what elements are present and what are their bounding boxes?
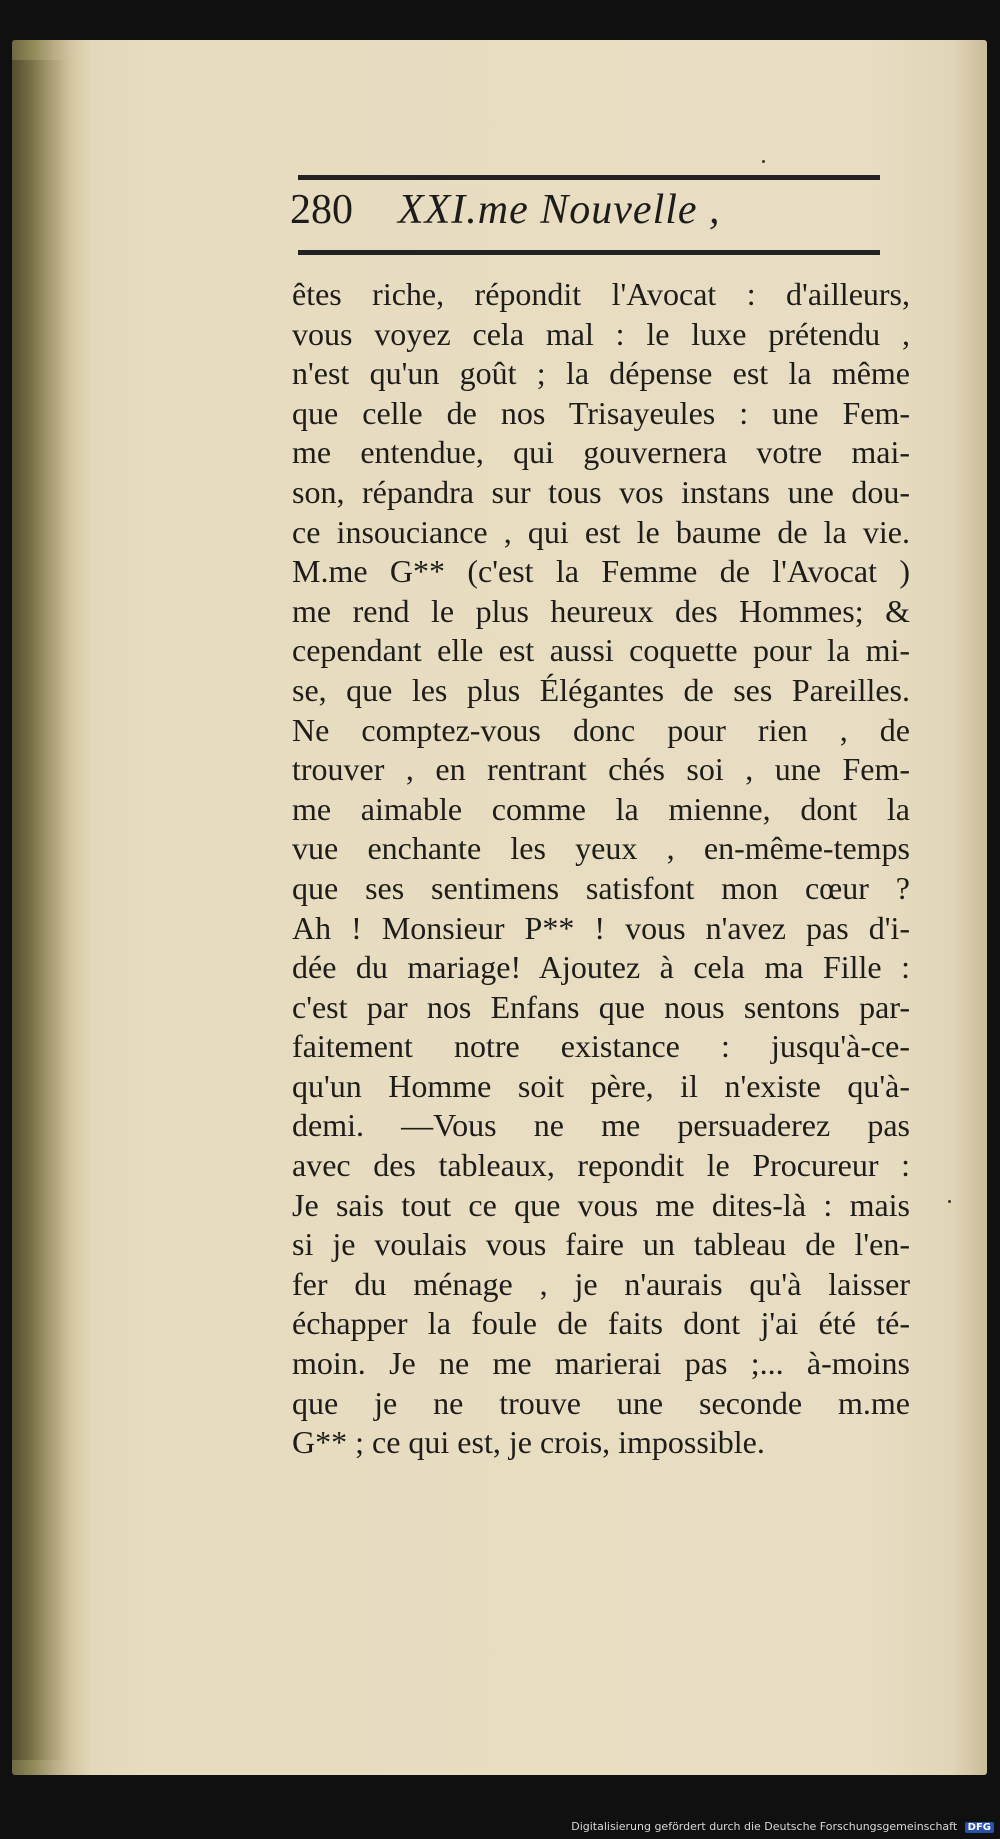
text-line: me aimable comme la mienne, dont la [292, 790, 910, 827]
page-number: 280 [290, 187, 353, 233]
dfg-logo: DFG [965, 1822, 994, 1833]
text-line: avec des tableaux, repondit le Procureur : [292, 1147, 910, 1184]
text-line: G** ; ce qui est, je crois, impossible. [292, 1424, 765, 1461]
text-line: se, que les plus Élégantes de ses Pareilles. [292, 671, 910, 708]
text-line: que celle de nos Trisayeules : une Fem- [292, 394, 910, 431]
text-line: êtes riche, répondit l'Avocat : d'ailleurs, [292, 276, 910, 312]
text-line: ce insouciance , qui est le baume de la vie. [292, 513, 910, 550]
text-line: faitement notre existance : jusqu'à-ce- [292, 1028, 910, 1065]
text-line: M.me G** (c'est la Femme de l'Avocat ) [292, 553, 910, 590]
header-rule-bottom [298, 250, 880, 255]
text-line: trouver , en rentrant chés soi , une Fem- [292, 751, 910, 788]
text-line: moin. Je ne me marierai pas ;... à-moins [292, 1345, 910, 1382]
page-gutter-shadow [12, 60, 67, 1760]
text-line: que ses sentimens satisfont mon cœur ? [292, 869, 910, 906]
digitization-credit [571, 1820, 994, 1833]
paper-speck [948, 1200, 951, 1203]
page-header [290, 186, 890, 246]
text-line: cependant elle est aussi coquette pour la mi- [292, 632, 910, 669]
text-line: Ne comptez-vous donc pour rien , de [292, 711, 910, 748]
paper-speck [762, 160, 765, 163]
text-line: fer du ménage , je n'aurais qu'à laisser [292, 1265, 910, 1302]
credit-text: Digitalisierung gefördert durch die Deutsche Forschungsgemeinschaft [571, 1820, 958, 1833]
header-rule-top [298, 175, 880, 180]
text-line: dée du mariage! Ajoutez à cela ma Fille : [292, 949, 910, 986]
text-line: si je voulais vous faire un tableau de l'en- [292, 1226, 910, 1263]
text-line: c'est par nos Enfans que nous sentons par- [292, 988, 910, 1025]
text-line: Ah ! Monsieur P** ! vous n'avez pas d'i- [292, 909, 910, 946]
text-line: vous voyez cela mal : le luxe prétendu , [292, 315, 910, 352]
text-line: que je ne trouve une seconde m.me [292, 1384, 910, 1421]
text-line: n'est qu'un goût ; la dépense est la même [292, 355, 910, 392]
text-line: échapper la foule de faits dont j'ai été té- [292, 1305, 910, 1342]
text-line: qu'un Homme soit père, il n'existe qu'à- [292, 1067, 910, 1104]
text-line: me entendue, qui gouvernera votre mai- [292, 434, 910, 471]
text-line: Je sais tout ce que vous me dites-là : mais [292, 1186, 910, 1223]
body-text [292, 275, 910, 1463]
text-line: son, répandra sur tous vos instans une dou- [292, 473, 910, 510]
running-head: XXI.me Nouvelle , [398, 187, 721, 233]
text-line: vue enchante les yeux , en-même-temps [292, 830, 910, 867]
text-line: demi. —Vous ne me persuaderez pas [292, 1107, 910, 1144]
text-line: me rend le plus heureux des Hommes; & [292, 592, 910, 629]
